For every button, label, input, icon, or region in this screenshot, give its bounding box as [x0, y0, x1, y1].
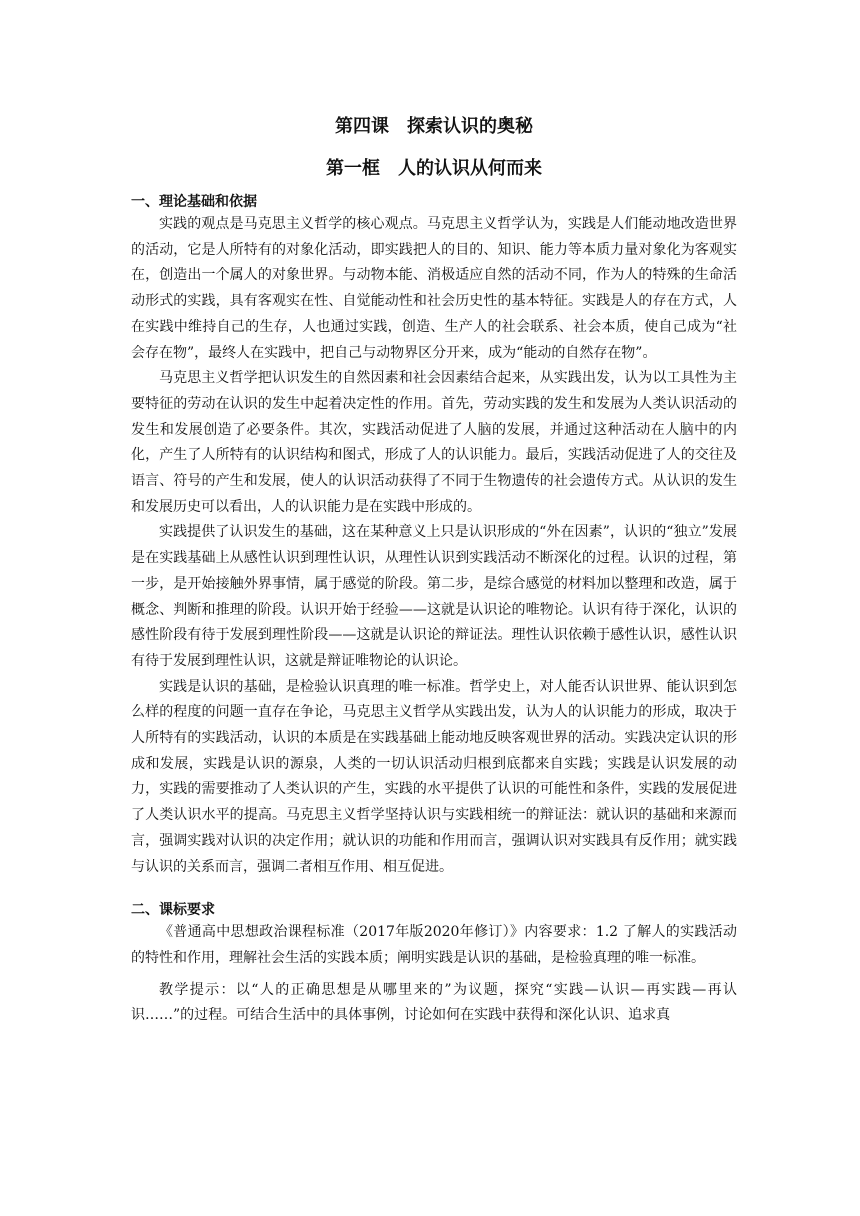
paragraph: 教学提示：以“人的正确思想是从哪里来的”为议题，探究“实践—认识—再实践—再认识……”的过程。可结合生活中的具体事例，讨论如何在实践中获得和深化认识、追求真	[131, 981, 737, 1024]
paragraph: 实践是认识的基础，是检验认识真理的唯一标准。哲学史上，对人能否认识世界、能认识到怎么样的程度的问题一直存在争论，马克思主义哲学从实践出发，认为人的认识能力的形成，取决于人所特有的实践活动，认识的本质是在实践基础上能动地反映客观世界的活动。实践决定认识的形成和发展，实践是认识的源泉，人类的一切认识活动归根到底都来自实践；实践是认识发展的动力，实践的需要推动了人类认识的产生，实践的水平提供了认识的可能性和条件，实践的发展促进了人类认识水平的提高。马克思主义哲学坚持认识与实践相统一的辩证法：就认识的基础和来源而言，强调实践对认识的决定作用；就认识的功能和作用而言，强调认识对实践具有反作用；就实践与认识的关系而言，强调二者相互作用、相互促进。	[131, 678, 737, 875]
paragraph: 实践提供了认识发生的基础，这在某种意义上只是认识形成的“外在因素”，认识的“独立”发展是在实践基础上从感性认识到理性认识，从理性认识到实践活动不断深化的过程。认识的过程，第一步，是开始接触外界事情，属于感觉的阶段。第二步，是综合感觉的材料加以整理和改造，属于概念、判断和推理的阶段。认识开始于经验——这就是认识论的唯物论。认识有待于深化，认识的感性阶段有待于发展到理性阶段——这就是认识论的辩证法。理性认识依赖于感性认识，感性认识有待于发展到理性认识，这就是辩证唯物论的认识论。	[131, 524, 737, 669]
frame-title: 第一框 人的认识从何而来	[326, 158, 542, 179]
paragraph: 《普通高中思想政治课程标准（2017年版2020年修订）》内容要求：1.2 了解人的实践活动的特性和作用，理解社会生活的实践本质；阐明实践是认识的基础，是检验真理的唯一标准。	[131, 924, 737, 966]
section-heading-curriculum: 二、课标要求	[131, 902, 215, 919]
paragraph: 马克思主义哲学把认识发生的自然因素和社会因素结合起来，从实践出发，认为以工具性为主要特征的劳动在认识的发生中起着决定性的作用。首先，劳动实践的发生和发展为人类认识活动的发生和发展创造了必要条件。其次，实践活动促进了人脑的发展，并通过这种活动在人脑中的内化，产生了人所特有的认识结构和图式，形成了人的认识能力。最后，实践活动促进了人的交往及语言、符号的产生和发展，使人的认识活动获得了不同于生物遗传的社会遗传方式。从认识的发生和发展历史可以看出，人的认识能力是在实践中形成的。	[131, 370, 737, 515]
document-body	[131, 112, 737, 1029]
section-heading-theory: 一、理论基础和依据	[131, 194, 257, 210]
lesson-title: 第四课 探索认识的奥秘	[335, 116, 533, 137]
paragraph: 实践的观点是马克思主义哲学的核心观点。马克思主义哲学认为，实践是人们能动地改造世界的活动，它是人所特有的对象化活动，即实践把人的目的、知识、能力等本质力量对象化为客观实在，创造出一个属人的对象世界。与动物本能、消极适应自然的活动不同，作为人的特殊的生命活动形式的实践，具有客观实在性、自觉能动性和社会历史性的基本特征。实践是人的存在方式，人在实践中维持自己的生存，人也通过实践，创造、生产人的社会联系、社会本质，使自己成为“社会存在物”，最终人在实践中，把自己与动物界区分开来，成为“能动的自然存在物”。	[131, 216, 737, 361]
